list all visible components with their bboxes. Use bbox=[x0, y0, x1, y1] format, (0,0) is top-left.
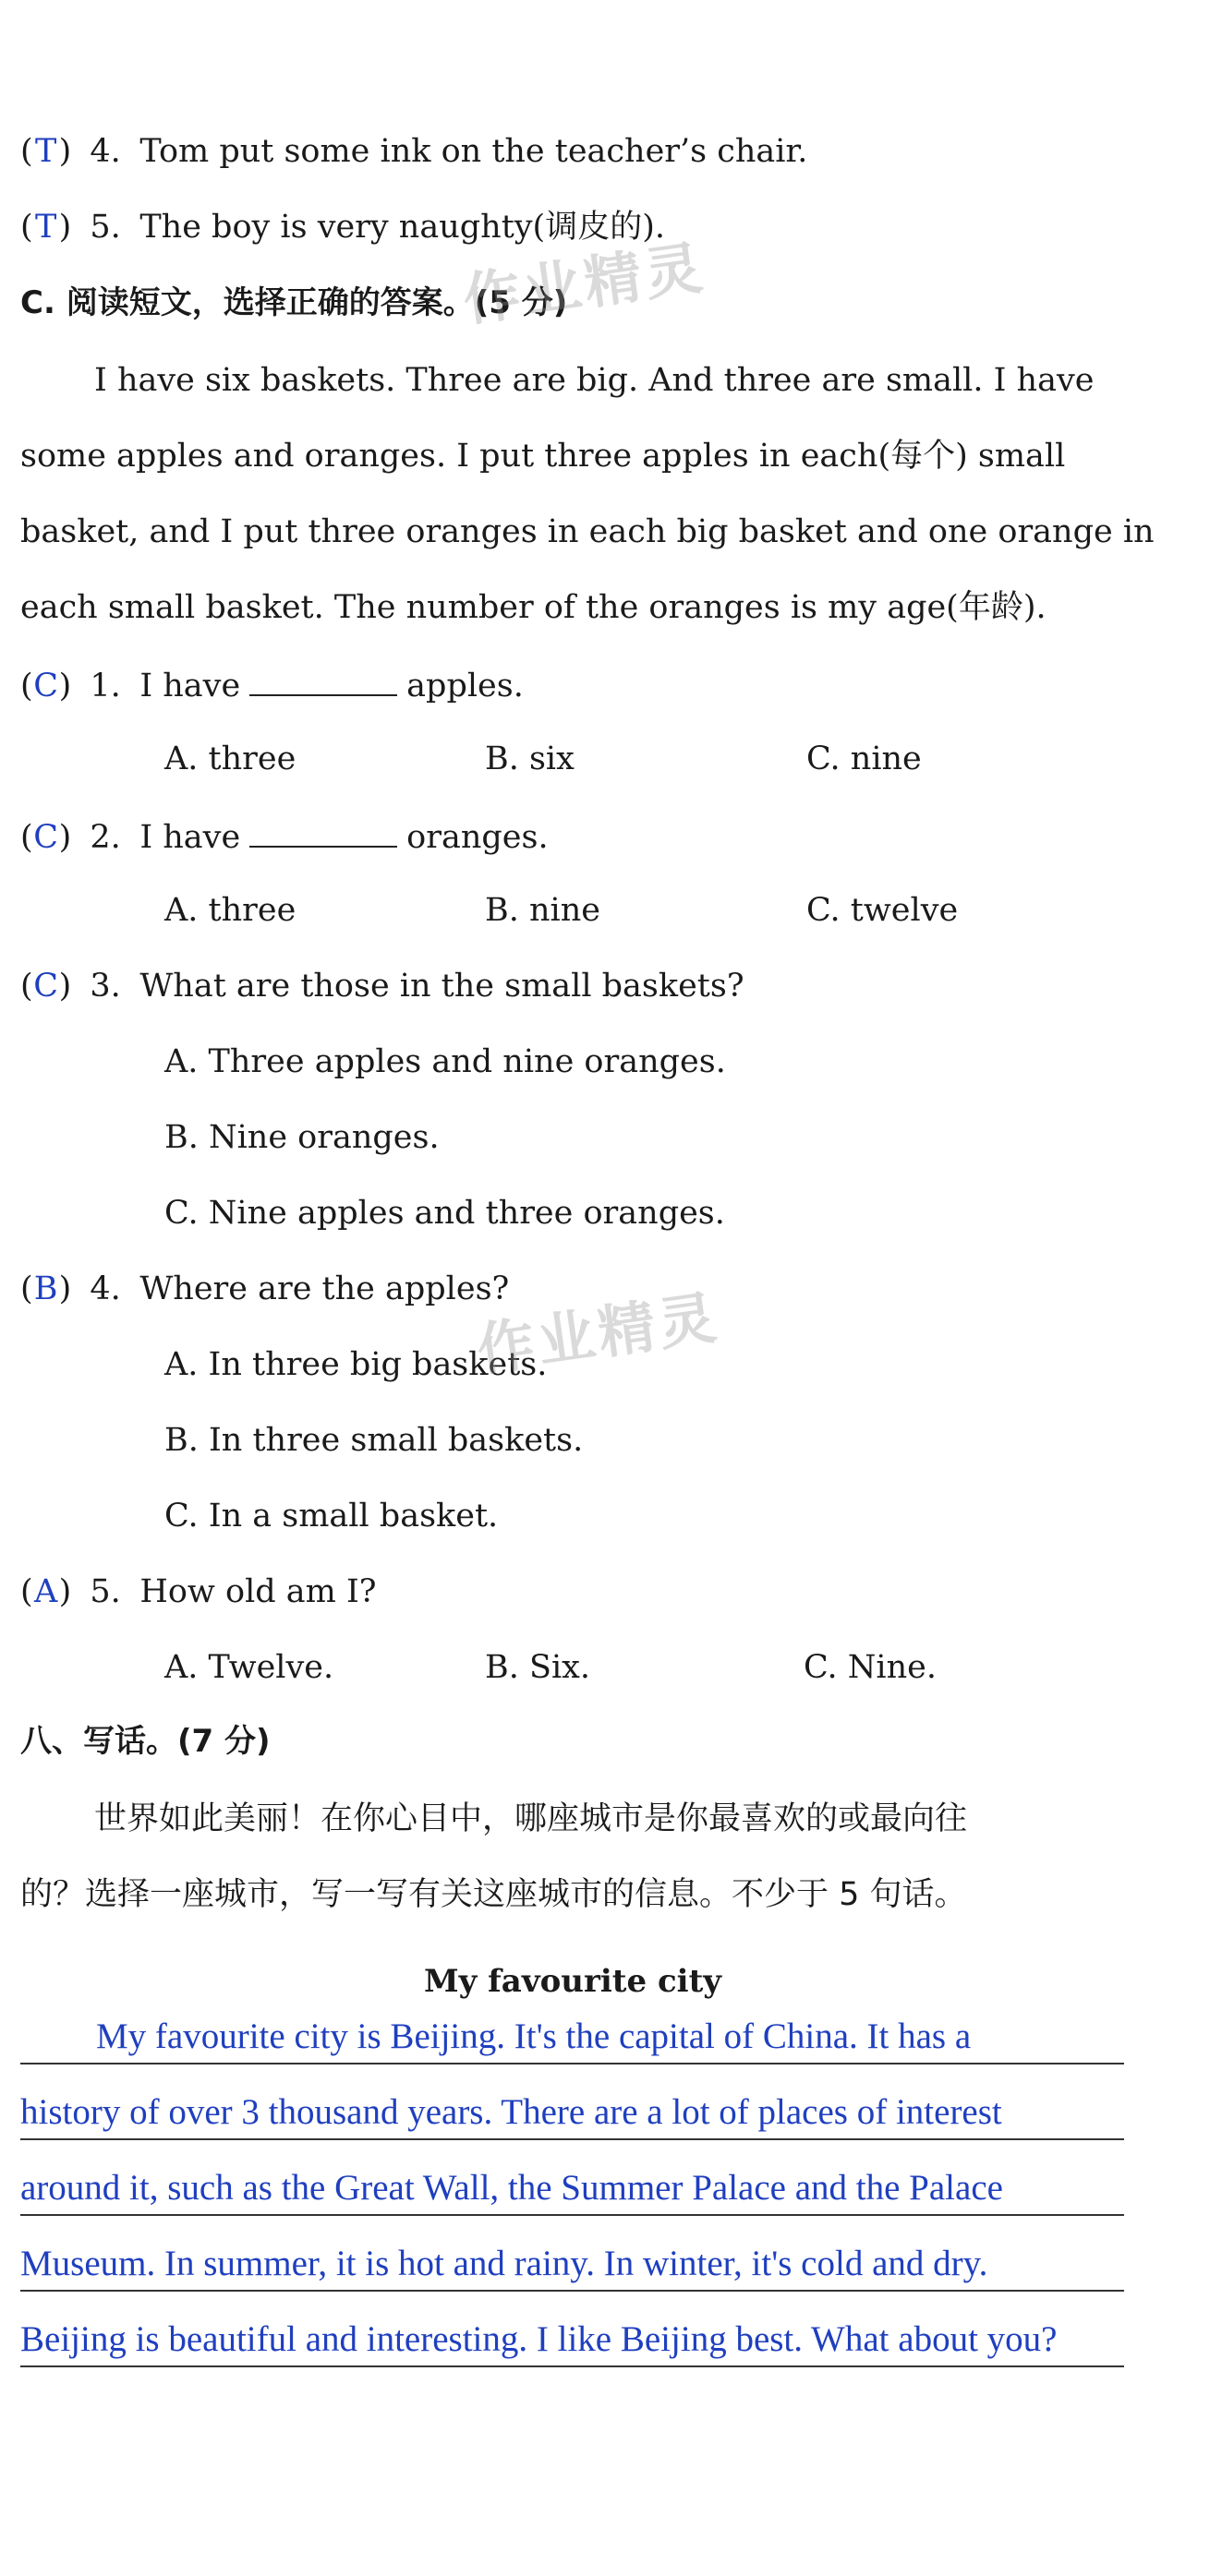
q5-option-a: A. Twelve. bbox=[164, 1649, 334, 1686]
question-number: 1. bbox=[90, 668, 121, 704]
question-3: (C) 3. What are those in the small baskets? bbox=[20, 964, 744, 1008]
answer-mark: C bbox=[33, 668, 59, 704]
q1-option-b: B. six bbox=[485, 740, 575, 777]
true-false-item-4: (T) 4. Tom put some ink on the teacher’s chair. bbox=[20, 129, 807, 174]
essay-line-5: Beijing is beautiful and interesting. I like Beijing best. What about you? bbox=[20, 2314, 1124, 2367]
q5-option-b: B. Six. bbox=[485, 1649, 591, 1686]
essay-title: My favourite city bbox=[423, 1963, 722, 2000]
item-text: Tom put some ink on the teacher’s chair. bbox=[139, 133, 808, 170]
question-5: (A) 5. How old am I? bbox=[20, 1570, 377, 1614]
passage-line-1: I have six baskets. Three are big. And three are small. I have bbox=[94, 362, 1095, 399]
question-number: 4. bbox=[90, 1270, 121, 1307]
answer-mark: C bbox=[33, 968, 59, 1005]
section-eight-heading: 八、写话。(7 分) bbox=[20, 1723, 271, 1760]
watermark-top: 作业精灵 bbox=[458, 233, 710, 334]
question-1: (C) 1. I have apples. bbox=[20, 661, 524, 708]
q1-option-c: C. nine bbox=[806, 740, 922, 777]
answer-mark: B bbox=[33, 1270, 58, 1307]
q2-option-a: A. three bbox=[164, 892, 296, 929]
question-text-post: oranges. bbox=[406, 819, 549, 856]
question-text: Where are the apples? bbox=[139, 1270, 510, 1307]
answer-mark: T bbox=[34, 133, 57, 170]
true-false-item-5: (T) 5. The boy is very naughty(调皮的). bbox=[20, 205, 665, 249]
question-text: How old am I? bbox=[139, 1573, 377, 1610]
passage-line-2: some apples and oranges. I put three apples in each(每个) small bbox=[20, 438, 1066, 475]
answer-mark: A bbox=[34, 1573, 58, 1610]
essay-line-2: history of over 3 thousand years. There are a lot of places of interest bbox=[20, 2087, 1124, 2140]
q3-option-b: B. Nine oranges. bbox=[164, 1119, 440, 1156]
answer-mark: C bbox=[33, 819, 59, 856]
question-text-post: apples. bbox=[406, 668, 524, 704]
passage-line-3: basket, and I put three oranges in each big basket and one orange in bbox=[20, 513, 1155, 550]
question-text-pre: I have bbox=[139, 819, 241, 856]
q4-option-c: C. In a small basket. bbox=[164, 1498, 499, 1535]
question-text: What are those in the small baskets? bbox=[139, 968, 744, 1005]
q1-option-a: A. three bbox=[164, 740, 296, 777]
item-number: 4. bbox=[90, 133, 121, 170]
writing-prompt-line-1: 世界如此美丽！在你心目中，哪座城市是你最喜欢的或最向往 bbox=[94, 1800, 968, 1837]
question-number: 5. bbox=[90, 1573, 121, 1610]
question-number: 2. bbox=[90, 819, 121, 856]
essay-line-4: Museum. In summer, it is hot and rainy. In winter, it's cold and dry. bbox=[20, 2238, 1124, 2292]
section-c-heading: C. 阅读短文，选择正确的答案。(5 分) bbox=[20, 284, 568, 321]
q3-option-c: C. Nine apples and three oranges. bbox=[164, 1195, 725, 1232]
question-text-pre: I have bbox=[139, 668, 241, 704]
answer-blank bbox=[249, 813, 397, 848]
passage-line-4: each small basket. The number of the oranges is my age(年龄). bbox=[20, 589, 1047, 626]
question-2: (C) 2. I have oranges. bbox=[20, 813, 549, 860]
q2-option-b: B. nine bbox=[485, 892, 600, 929]
question-number: 3. bbox=[90, 968, 121, 1005]
item-number: 5. bbox=[90, 209, 121, 246]
writing-prompt-line-2: 的？选择一座城市，写一写有关这座城市的信息。不少于 5 句话。 bbox=[20, 1876, 967, 1913]
q4-option-b: B. In three small baskets. bbox=[164, 1422, 584, 1459]
q2-option-c: C. twelve bbox=[806, 892, 959, 929]
essay-line-3: around it, such as the Great Wall, the Summer Palace and the Palace bbox=[20, 2162, 1124, 2216]
watermark-middle: 作业精灵 bbox=[472, 1282, 724, 1384]
answer-mark: T bbox=[34, 209, 57, 246]
essay-line-1: My favourite city is Beijing. It's the capital of China. It has a bbox=[20, 2011, 1124, 2064]
q4-option-a: A. In three big baskets. bbox=[164, 1346, 548, 1383]
q5-option-c: C. Nine. bbox=[804, 1649, 937, 1686]
question-4: (B) 4. Where are the apples? bbox=[20, 1267, 509, 1311]
answer-blank bbox=[249, 661, 397, 696]
item-text: The boy is very naughty(调皮的). bbox=[139, 209, 665, 246]
q3-option-a: A. Three apples and nine oranges. bbox=[164, 1043, 726, 1080]
